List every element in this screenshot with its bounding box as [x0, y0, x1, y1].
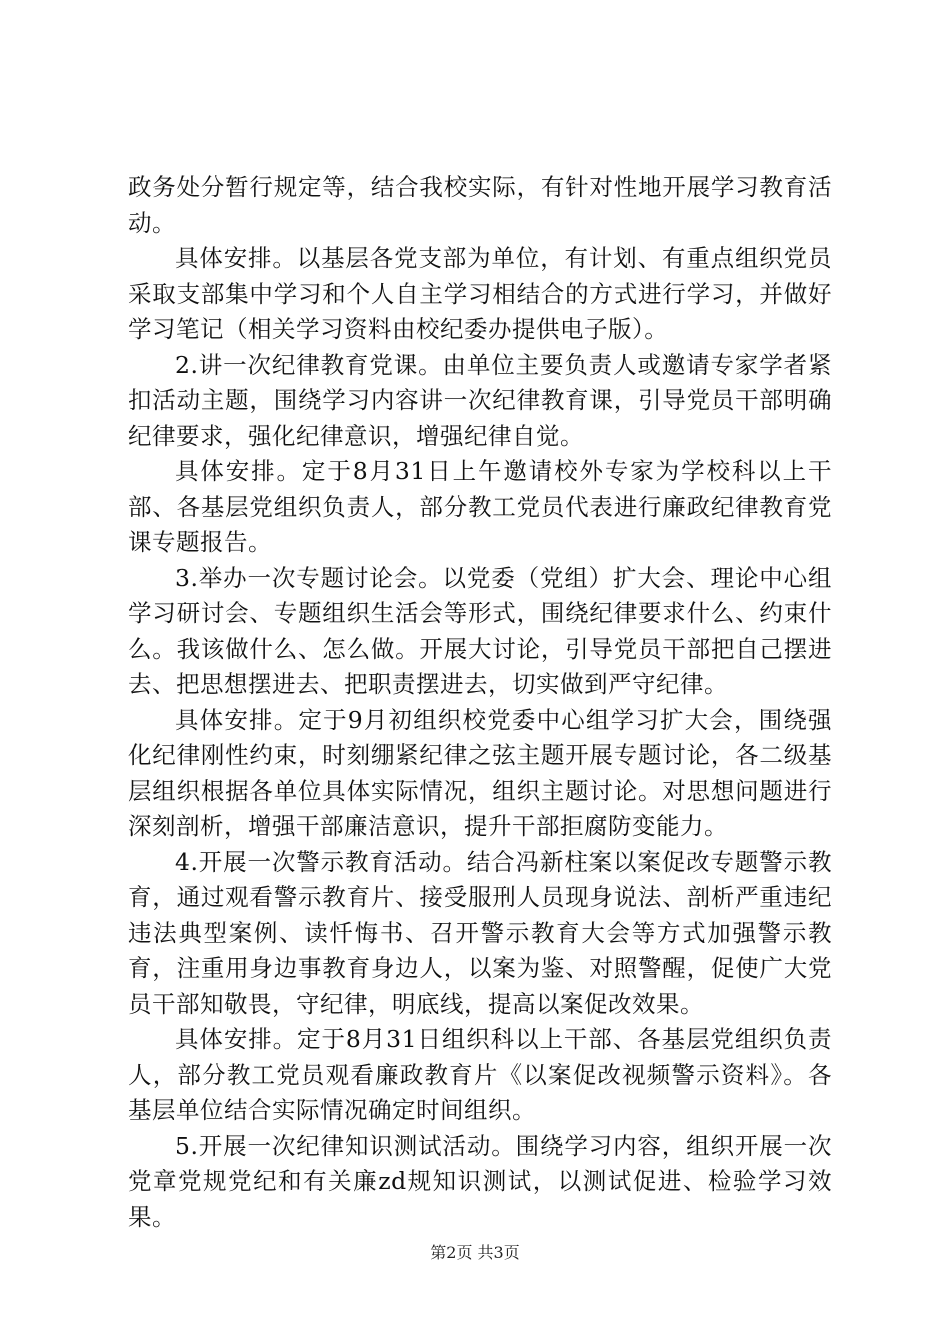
paragraph: 2.讲一次纪律教育党课。由单位主要负责人或邀请专家学者紧扣活动主题，围绕学习内容讲一次纪律教育课，引导党员干部明确纪律要求，强化纪律意识，增强纪律自觉。 — [128, 350, 832, 450]
paragraph: 4.开展一次警示教育活动。结合冯新柱案以案促改专题警示教育，通过观看警示教育片、接受服刑人员现身说法、剖析严重违纪违法典型案例、读忏悔书、召开警示教育大会等方式加强警示教育，注重用身边事教育身边人，以案为鉴、对照警醒，促使广大党员干部知敬畏，守纪律，明底线，提高以案促改效果。 — [128, 847, 832, 1018]
paragraph: 3.举办一次专题讨论会。以党委（党组）扩大会、理论中心组学习研讨会、专题组织生活会等形式，围绕纪律要求什么、约束什么。我该做什么、怎么做。开展大讨论，引导党员干部把自己摆进去、把思想摆进去、把职责摆进去，切实做到严守纪律。 — [128, 563, 832, 698]
page-number-footer: 第2页 共3页 — [430, 1243, 520, 1262]
paragraph: 政务处分暂行规定等，结合我校实际，有针对性地开展学习教育活动。 — [128, 173, 832, 237]
paragraph: 具体安排。定于8月31日组织科以上干部、各基层党组织负责人，部分教工党员观看廉政教育片《以案促改视频警示资料》。各基层单位结合实际情况确定时间组织。 — [128, 1025, 832, 1124]
paragraph: 具体安排。定于9月初组织校党委中心组学习扩大会，围绕强化纪律刚性约束，时刻绷紧纪律之弦主题开展专题讨论，各二级基层组织根据各单位具体实际情况，组织主题讨论。对思想问题进行深刻剖析，增强干部廉洁意识，提升干部拒腐防变能力。 — [128, 705, 832, 840]
paragraph: 具体安排。定于8月31日上午邀请校外专家为学校科以上干部、各基层党组织负责人，部分教工党员代表进行廉政纪律教育党课专题报告。 — [128, 457, 832, 556]
paragraph: 5.开展一次纪律知识测试活动。围绕学习内容，组织开展一次党章党规党纪和有关廉zd规知识测试，以测试促进、检验学习效果。 — [128, 1131, 832, 1231]
document-body — [128, 170, 832, 1235]
paragraph: 具体安排。以基层各党支部为单位，有计划、有重点组织党员采取支部集中学习和个人自主学习相结合的方式进行学习，并做好学习笔记（相关学习资料由校纪委办提供电子版）。 — [128, 244, 832, 343]
